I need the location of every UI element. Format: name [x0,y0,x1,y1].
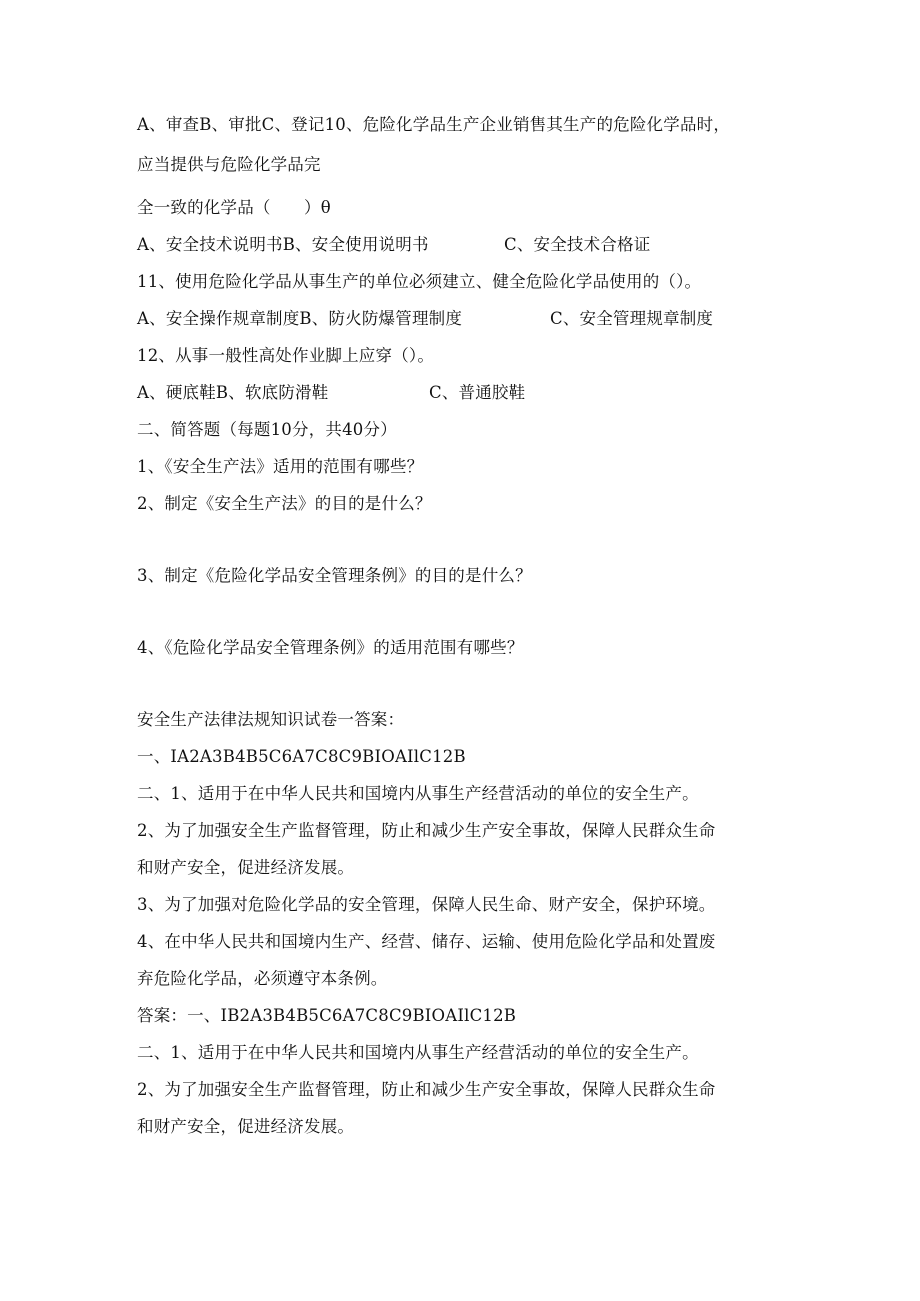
answer-line: 二、1、适用于在中华人民共和国境内从事生产经营活动的单位的安全生产。 [137,784,699,803]
option-c: C、安全技术合格证 [504,235,651,254]
answer-line: 弃危险化学品，必须遵守本条例。 [137,969,388,988]
options-row [137,234,837,256]
answer-line: 2、为了加强安全生产监督管理，防止和减少生产安全事故，保障人民群众生命 [137,821,716,840]
text-line: 应当提供与危险化学品完 [137,155,321,174]
answer-line: 和财产安全，促进经济发展。 [137,1117,355,1136]
option-a: A、安全技术说明书B、安全使用说明书 [137,235,429,254]
question: 4、《危险化学品安全管理条例》的适用范围有哪些？ [137,638,524,657]
answer-line: 4、在中华人民共和国境内生产、经营、储存、运输、使用危险化学品和处置废 [137,932,716,951]
answer-line: 一、IA2A3B4B5C6A7C8C9BIOAIlC12B [137,747,466,766]
section-heading: 二、简答题（每题10分，共40分） [137,420,397,439]
answer-line: 2、为了加强安全生产监督管理，防止和减少生产安全事故，保障人民群众生命 [137,1080,716,1099]
option-c: C、普通胶鞋 [429,383,526,402]
text-line: 12、从事一般性高处作业脚上应穿（）。 [137,346,435,365]
question: 2、制定《安全生产法》的目的是什么？ [137,494,432,513]
options-row [137,308,837,330]
question: 3、制定《危险化学品安全管理条例》的目的是什么？ [137,566,532,585]
text-line: 11、使用危险化学品从事生产的单位必须建立、健全危险化学品使用的（）。 [137,272,702,291]
question: 1、《安全生产法》适用的范围有哪些？ [137,457,424,476]
answer-heading: 安全生产法律法规知识试卷一答案： [137,710,405,729]
answer-line: 3、为了加强对危险化学品的安全管理，保障人民生命、财产安全，保护环境。 [137,895,716,914]
option-a: A、安全操作规章制度B、防火防爆管理制度 [137,309,463,328]
answer-line: 二、1、适用于在中华人民共和国境内从事生产经营活动的单位的安全生产。 [137,1043,699,1062]
answer-line: 和财产安全，促进经济发展。 [137,858,355,877]
text-line: A、审查B、审批C、登记10、危险化学品生产企业销售其生产的危险化学品时， [137,115,731,134]
option-a: A、硬底鞋B、软底防滑鞋 [137,383,329,402]
text-line: 全一致的化学品（ ）θ [137,198,331,217]
answer-line: 答案：一、IB2A3B4B5C6A7C8C9BIOAIlC12B [137,1006,517,1025]
option-c: C、安全管理规章制度 [550,309,714,328]
options-row [137,382,837,404]
